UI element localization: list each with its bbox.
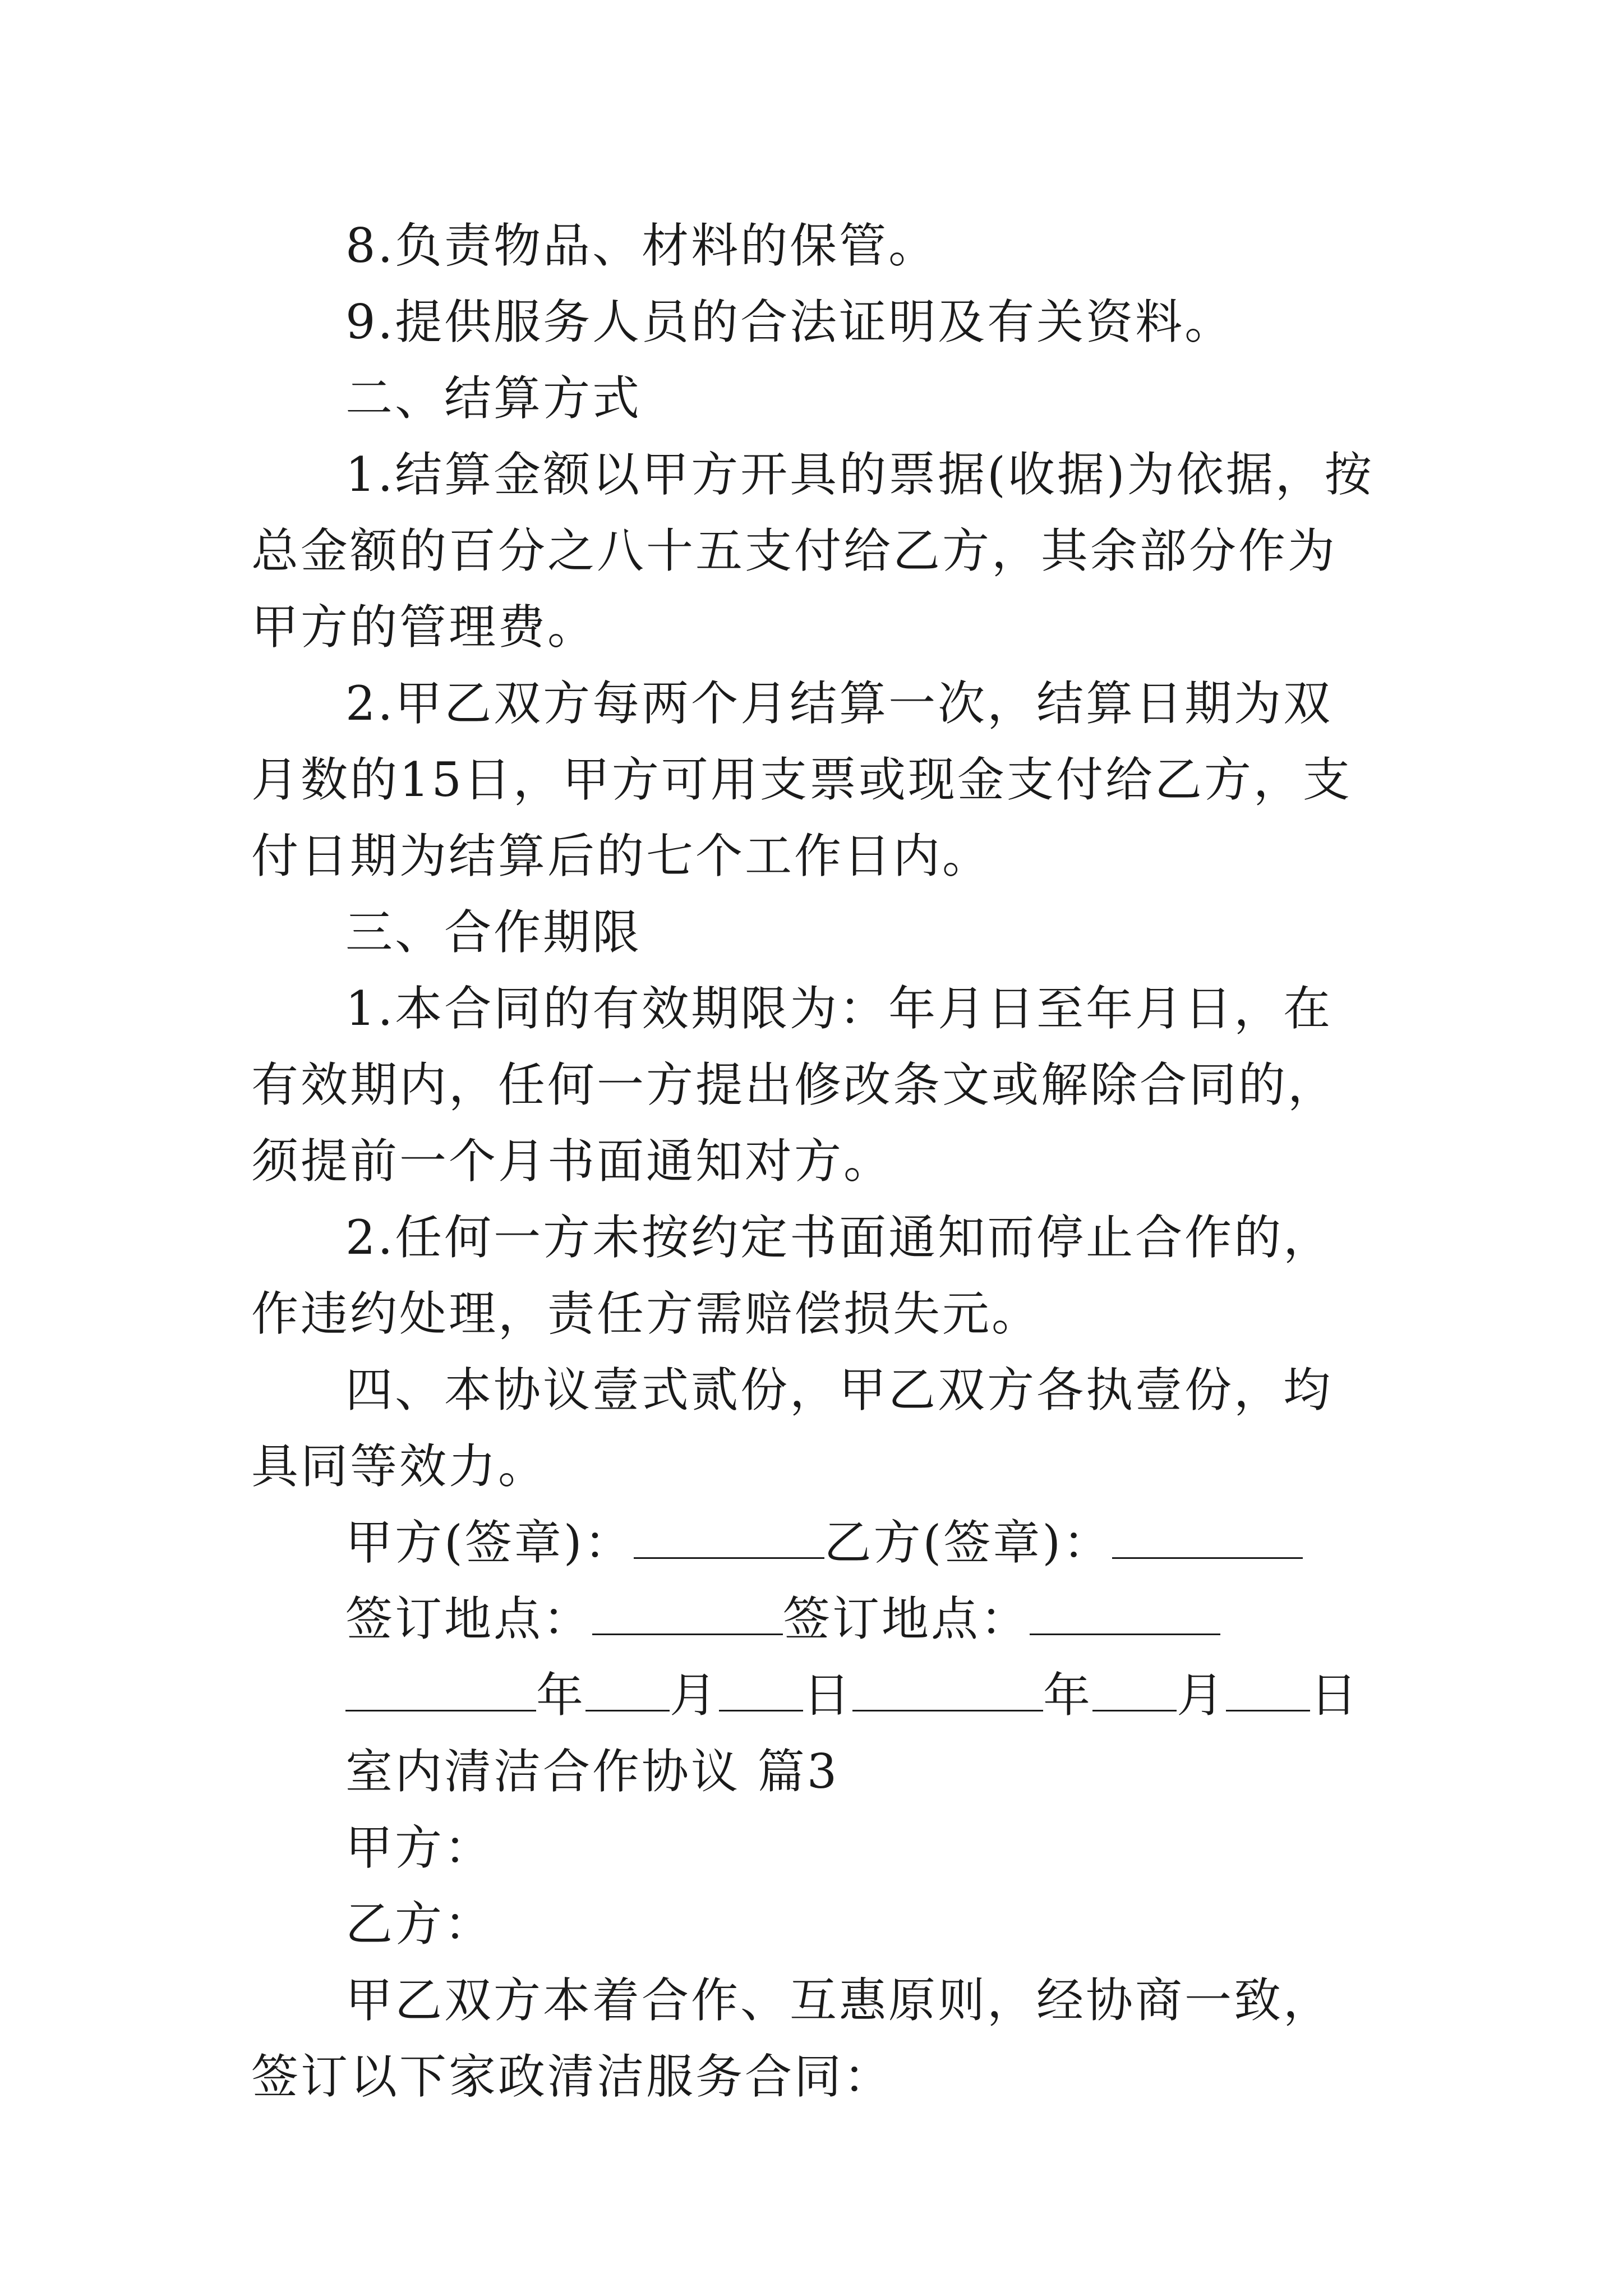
year-blank-b[interactable] <box>852 1667 1043 1711</box>
month-label-b: 月 <box>1177 1668 1227 1723</box>
day-blank-b[interactable] <box>1226 1667 1310 1711</box>
year-label-b: 年 <box>1043 1668 1093 1723</box>
place-line <box>251 1581 1378 1657</box>
month-blank-a[interactable] <box>585 1667 670 1711</box>
place-blank-b[interactable] <box>1030 1591 1220 1635</box>
settlement-clause-2: 2.甲乙双方每两个月结算一次，结算日期为双月数的15日，甲方可用支票或现金支付给乙方，支付日期为结算后的七个工作日内。 <box>251 676 1352 884</box>
section-heading-settlement: 二、结算方式 <box>345 371 642 426</box>
document-page <box>251 208 1378 2115</box>
month-blank-b[interactable] <box>1092 1667 1177 1711</box>
section-heading-term: 三、合作期限 <box>345 905 642 960</box>
party-b-sign-label: 乙方(签章)： <box>824 1515 1113 1570</box>
party-a-sign-blank[interactable] <box>634 1515 824 1559</box>
party-b-sign-blank[interactable] <box>1112 1515 1303 1559</box>
place-label-a: 签订地点： <box>345 1591 593 1646</box>
place-blank-a[interactable] <box>592 1591 783 1635</box>
party-a-sign-label: 甲方(签章)： <box>345 1515 634 1570</box>
clause-9: 9.提供服务人员的合法证明及有关资料。 <box>345 295 1234 349</box>
party-a-field: 甲方： <box>345 1820 494 1875</box>
month-label-a: 月 <box>670 1668 720 1723</box>
agreement-3-intro: 甲乙双方本着合作、互惠原则，经协商一致，签订以下家政清洁服务合同： <box>251 1973 1333 2104</box>
clause-8: 8.负责物品、材料的保管。 <box>345 218 938 273</box>
settlement-clause-1: 1.结算金额以甲方开具的票据(收据)为依据，按总金额的百分之八十五支付给乙方，其余部分作为甲方的管理费。 <box>251 447 1374 655</box>
day-label-b: 日 <box>1310 1668 1360 1723</box>
party-b-field: 乙方： <box>345 1897 494 1952</box>
year-blank-a[interactable] <box>345 1667 536 1711</box>
year-label-a: 年 <box>536 1668 586 1723</box>
signature-line <box>251 1504 1378 1581</box>
term-clause-1: 1.本合同的有效期限为：年月日至年月日，在有效期内，任何一方提出修改条文或解除合同的，须提前一个月书面通知对方。 <box>251 981 1338 1189</box>
place-label-b: 签订地点： <box>783 1591 1030 1646</box>
day-blank-a[interactable] <box>719 1667 803 1711</box>
term-clause-2: 2.任何一方未按约定书面通知而停止合作的，作违约处理，责任方需赔偿损失元。 <box>251 1210 1333 1341</box>
agreement-3-title: 室内清洁合作协议 篇3 <box>345 1744 840 1799</box>
date-line <box>251 1657 1378 1733</box>
day-label-a: 日 <box>803 1668 853 1723</box>
section-copies: 四、本协议壹式贰份，甲乙双方各执壹份，均具同等效力。 <box>251 1363 1333 1494</box>
